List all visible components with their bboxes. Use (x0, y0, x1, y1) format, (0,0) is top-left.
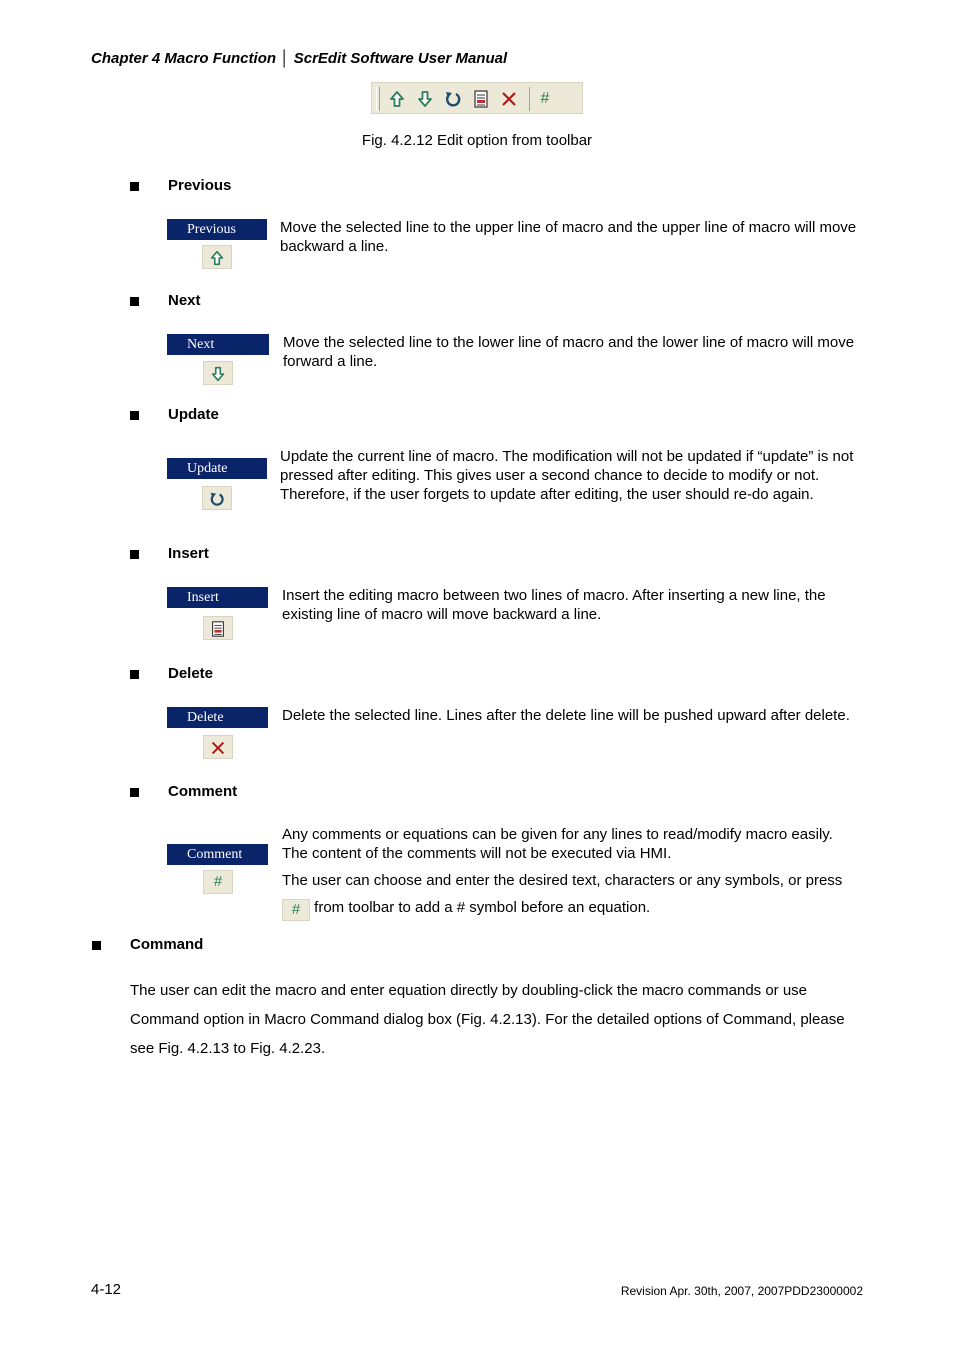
insert-document-icon (209, 620, 227, 638)
page-number: 4-12 (91, 1281, 122, 1298)
bullet (130, 550, 139, 559)
delete-x-icon[interactable] (499, 89, 519, 109)
section-title-update: Update (168, 406, 219, 423)
bullet (130, 297, 139, 306)
update-button-image: Update (167, 458, 267, 479)
comment-description: Any comments or equations can be given for any lines to read/modify macro easily. The content of the comments will not be executed via HMI. (282, 826, 833, 862)
bullet (130, 670, 139, 679)
revision-note: Revision Apr. 30th, 2007, 2007PDD23000002 (620, 1284, 863, 1298)
bullet (130, 182, 139, 191)
command-paragraph: The user can edit the macro and enter equation directly by doubling-click the macro commands or use Command option in Macro Command dialog box (Fig. 4.2.13). For the detailed options of Command, please see Fig. 4.2.13 to Fig. 4.2.23. (130, 982, 845, 1057)
edit-toolbar (371, 82, 583, 114)
section-title-previous: Previous (168, 177, 232, 194)
insert-description: Insert the editing macro between two lines of macro. After inserting a new line, the existing line of macro will move backward a line. (282, 587, 826, 623)
insert-document-icon[interactable] (471, 89, 491, 109)
hash-icon[interactable]: # (540, 90, 550, 107)
up-arrow-icon (208, 249, 226, 267)
delete-x-icon (209, 739, 227, 757)
down-arrow-icon (209, 365, 227, 383)
hash-icon: # (282, 899, 310, 921)
hash-icon: # (203, 870, 233, 894)
insert-icon-box (203, 616, 233, 640)
next-description: Move the selected line to the lower line of macro and the lower line of macro will move forward a line. (283, 334, 855, 370)
up-arrow-icon[interactable] (387, 89, 407, 109)
figure-caption: Fig. 4.2.12 Edit option from toolbar (361, 132, 593, 149)
delete-button-image: Delete (167, 707, 268, 728)
next-icon-box (203, 361, 233, 385)
previous-icon-box (202, 245, 232, 269)
toolbar-grip (376, 87, 380, 111)
next-button-image: Next (167, 334, 269, 355)
refresh-icon (208, 490, 226, 508)
bullet (92, 941, 101, 950)
previous-button-image: Previous (167, 219, 267, 240)
comment-description-2 (282, 867, 852, 921)
comment-description-2b: from toolbar to add a # symbol before an equation. (314, 899, 651, 916)
section-title-delete: Delete (168, 665, 214, 682)
previous-description: Move the selected line to the upper line of macro and the upper line of macro will move backward a line. (280, 219, 857, 255)
toolbar-separator (529, 87, 530, 111)
section-title-next: Next (168, 292, 201, 309)
section-title-comment: Comment (168, 783, 238, 800)
update-icon-box (202, 486, 232, 510)
comment-button-image: Comment (167, 844, 268, 865)
section-title-insert: Insert (168, 545, 209, 562)
section-title-command: Command (130, 936, 204, 953)
update-description: Update the current line of macro. The modification will not be updated if “update” is not pressed after editing. This gives user a second chance to decide to modify or not. Therefore, if the user forgets to update after editing, the user should re-do again. (280, 448, 854, 503)
down-arrow-icon[interactable] (415, 89, 435, 109)
comment-description-2a: The user can choose and enter the desired text, characters or any symbols, or press (282, 872, 843, 889)
refresh-icon[interactable] (443, 89, 463, 109)
delete-description: Delete the selected line. Lines after the delete line will be pushed upward after delete. (282, 707, 850, 724)
delete-icon-box (203, 735, 233, 759)
bullet (130, 788, 139, 797)
insert-button-image: Insert (167, 587, 268, 608)
page-header: Chapter 4 Macro Function │ ScrEdit Software User Manual (91, 50, 508, 67)
bullet (130, 411, 139, 420)
